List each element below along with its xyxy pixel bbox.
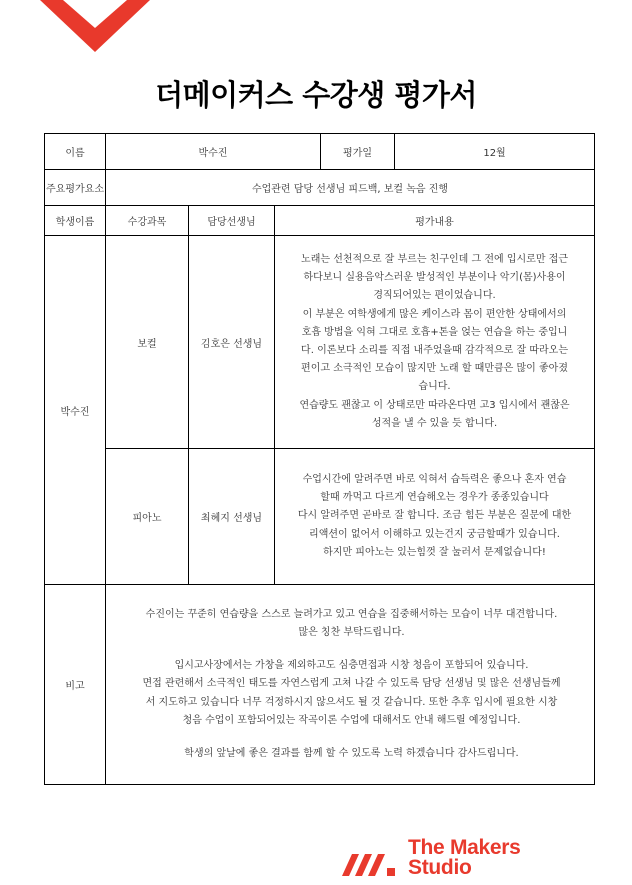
course-piano: 피아노 [106, 449, 189, 585]
feedback-line: 성적을 낼 수 있을 듯 합니다. [371, 417, 498, 429]
feedback-line: 경직되어있는 편이었습니다. [373, 290, 496, 302]
logo-text [408, 838, 521, 878]
page-title: 더메이커스 수강생 평가서 [155, 78, 477, 112]
feedback-line: 리액션이 없어서 이해하고 있는건지 궁금할때가 있습니다. [309, 528, 560, 540]
header-content: 평가내용 [275, 206, 595, 236]
remarks-line: 수진이는 꾸준히 연습량을 스스로 늘려가고 있고 연습을 집중해서하는 모습이 너무 대견합니다. [145, 608, 558, 620]
header-teacher: 담당선생님 [189, 206, 275, 236]
feedback-line: 다시 알려주면 곧바로 잘 합니다. 조금 힘든 부분은 질문에 대한 [297, 510, 572, 522]
feedback-vocal [275, 236, 595, 449]
student-name-cell: 박수진 [45, 236, 106, 585]
remarks-content [106, 585, 595, 785]
teacher-vocal: 김호은 선생님 [189, 236, 275, 449]
summary-value: 수업관련 담당 선생님 피드백, 보컬 녹음 진행 [106, 170, 595, 206]
date-value: 12월 [395, 134, 595, 170]
name-label: 이름 [45, 134, 106, 170]
header-student: 학생이름 [45, 206, 106, 236]
feedback-line: 다. 이론보다 소리를 직접 내주었을때 감각적으로 잘 따라오는 [301, 345, 568, 356]
header-course: 수강과목 [106, 206, 189, 236]
feedback-line: 호흡 방법을 익혀 그대로 호흡+톤을 얹는 연습을 하는 중입니 [301, 326, 568, 338]
chevron-logo-icon [0, 0, 160, 60]
remarks-line: 많은 칭찬 부탁드립니다. [298, 626, 405, 638]
feedback-line: 수업시간에 알려주면 바로 익혀서 습득력은 좋으나 혼자 연습 [302, 473, 567, 485]
feedback-line: 편이고 소극적인 모습이 많지만 노래 할 때만큼은 많이 좋아졌 [301, 363, 568, 375]
date-label: 평가일 [321, 134, 395, 170]
brand-logo [340, 838, 600, 882]
name-value: 박수진 [106, 134, 321, 170]
feedback-line: 이 부분은 여학생에게 많은 케이스라 몸이 편안한 상태에서의 [302, 308, 567, 320]
summary-label: 주요평가요소 [45, 170, 106, 206]
remarks-line: 서 지도하고 있습니다 너무 걱정하시지 않으셔도 될 것 같습니다. 또한 추후 입시에 필요한 시창 [145, 696, 558, 708]
feedback-piano [275, 449, 595, 585]
feedback-line: 노래는 선천적으로 잘 부르는 친구인데 그 전에 입시로만 접근 [301, 253, 568, 265]
remarks-label: 비고 [45, 585, 106, 785]
feedback-line: 연습량도 괜찮고 이 상태로만 따라온다면 고3 입시에서 괜찮은 [299, 399, 570, 411]
remarks-line: 면접 관련해서 소극적인 태도를 자연스럽게 고쳐 나갈 수 있도록 담당 선생님 및 많은 선생님들께 [142, 678, 561, 690]
remarks-line: 학생의 앞날에 좋은 결과를 함께 할 수 있도록 노력 하겠습니다 감사드립니다. [184, 748, 519, 759]
course-vocal: 보컬 [106, 236, 189, 449]
evaluation-form [44, 133, 595, 785]
teacher-piano: 최혜지 선생님 [189, 449, 275, 585]
remarks-line: 입시고사장에서는 가창을 제외하고도 심층면접과 시창 청음이 포함되어 있습니다. [174, 660, 529, 672]
logo-line1: The Makers [408, 836, 521, 859]
feedback-line: 할때 까먹고 다르게 연습해오는 경우가 종종있습니다 [320, 492, 549, 504]
feedback-line: 습니다. [418, 381, 451, 393]
remarks-line: 청음 수업이 포함되어있는 작곡이론 수업에 대해서도 안내 해드릴 예정입니다. [182, 714, 521, 726]
logo-line2: Studio [408, 856, 472, 879]
feedback-line: 하다보니 실용음악스러운 발성적인 부분이나 악기(몸)사용이 [303, 272, 566, 284]
makers-m-icon [340, 842, 404, 878]
feedback-line: 하지만 피아노는 있는힘껏 잘 눌러서 문제없습니다! [323, 546, 546, 558]
